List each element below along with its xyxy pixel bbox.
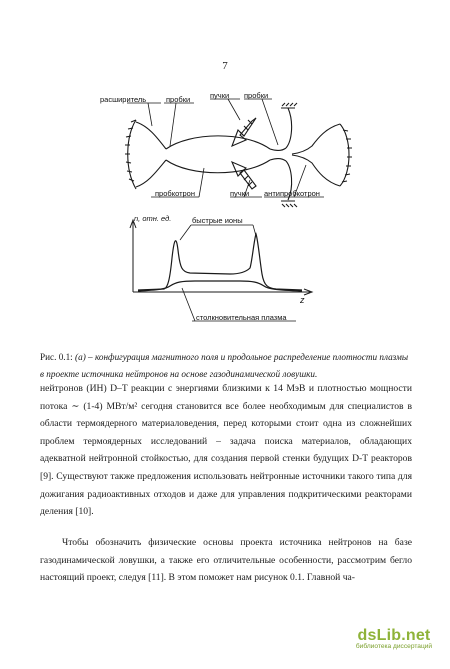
caption-label: Рис. 0.1: — [40, 352, 73, 362]
watermark-logo: dsLib.net — [357, 627, 431, 644]
antiprobkotron-lower-right — [292, 155, 340, 186]
page-number: 7 — [222, 60, 228, 72]
label-fast-ions: быстрые ионы — [192, 216, 243, 225]
paragraph-2: Чтобы обозначить физические основы проекта источника нейтронов на базе газодинамической ловушки, а также его отличительные особенности, рассмотрим бегло настоящий проект, следуя [11]. В этом поможет нам рисунок 0.1. Главной ча- — [40, 537, 412, 584]
label-expander: расширитель — [100, 95, 147, 104]
label-beams-top: пучки — [210, 91, 230, 100]
beam-arrow-bottom — [232, 162, 256, 189]
watermark-subtitle: библиотека диссертаций — [355, 643, 433, 650]
label-plugs-right: пробки — [244, 91, 269, 100]
label-probkotron: пробкотрон — [155, 189, 195, 198]
antiprobkotron-upper-left — [286, 108, 292, 148]
expander-field-lower — [136, 160, 166, 187]
label-x-axis: z — [300, 295, 305, 305]
label-y-axis: n, отн. ед. — [134, 214, 172, 223]
antiprobkotron-upper-right — [292, 124, 340, 154]
label-collisional-plasma: столкновительная плазма — [196, 313, 287, 322]
dslib-watermark[interactable] — [348, 627, 440, 650]
right-plate-arc — [340, 124, 349, 186]
label-antiprobkotron: антипробкотрон — [264, 189, 320, 198]
label-plugs-left: пробки — [166, 95, 191, 104]
label-beams-bottom: пучки — [230, 189, 250, 198]
expander-field-upper — [136, 122, 166, 149]
caption-text: (а) – конфигурация магнитного поля и продольное распределение плотности плазмы в проекте источника нейтронов на основе газодинамической ловушки. — [40, 352, 409, 379]
paragraph-1: нейтронов (ИН) D–T реакции с энергиями близкими к 14 МэВ и плотностью мощности потока ∼ (1-4) МВт/м² сегодня становится все более необходимым для специалистов в области термоядерного материаловедения, перед которыми стоит одна из сложнейших проблем термоядерных исследований – задача поиска материалов, обладающих адекватной нейтронной стойкостью, для создания первой стенки будущих D-T реакторов [9]. Существуют также предложения использовать нейтронные источники такого типа для дожигания радиоактивных отходов и даже для управления подкритическими реакторами деления [10]. — [40, 383, 412, 518]
probkotron-lower — [166, 160, 270, 173]
figure-caption — [40, 349, 412, 383]
probkotron-upper — [166, 136, 270, 149]
beam-arrow-top — [232, 118, 256, 146]
